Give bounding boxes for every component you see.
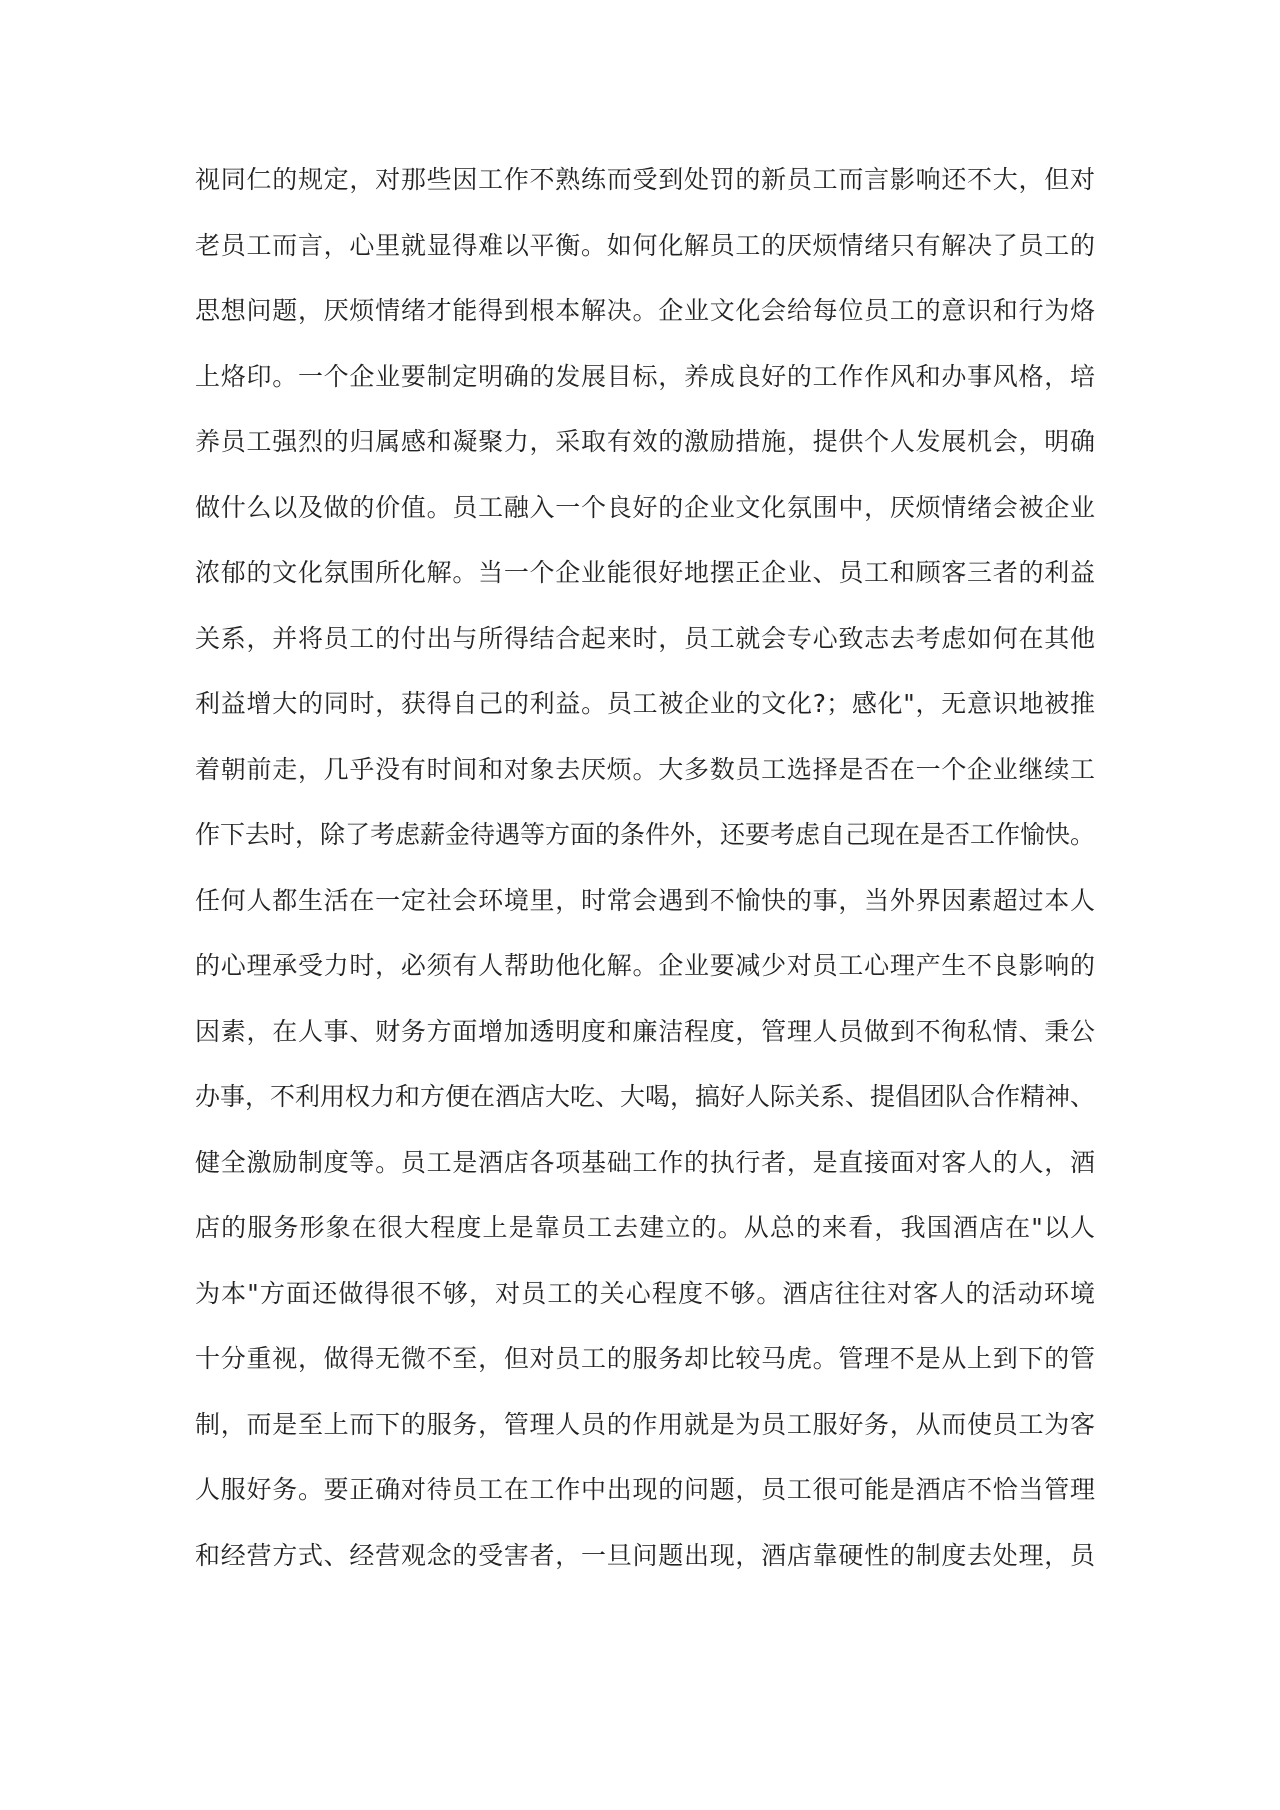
text-line: 老员工而言，心里就显得难以平衡。如何化解员工的厌烦情绪只有解决了员工的	[195, 230, 1095, 260]
text-line: 办事，不利用权力和方便在酒店大吃、大喝，搞好人际关系、提倡团队合作精神、	[195, 1082, 1096, 1111]
text-line: 养员工强烈的归属感和凝聚力，采取有效的激励措施，提供个人发展机会，明确	[195, 427, 1095, 456]
text-line: 作下去时，除了考虑薪金待遇等方面的条件外，还要考虑自己现在是否工作愉快。	[195, 820, 1096, 849]
text-line: 利益增大的同时，获得自己的利益。员工被企业的文化?；感化"，无意识地被推	[195, 689, 1095, 718]
text-line: 着朝前走，几乎没有时间和对象去厌烦。大多数员工选择是否在一个企业继续工	[195, 754, 1095, 784]
text-line: 店的服务形象在很大程度上是靠员工去建立的。从总的来看，我国酒店在"以人	[195, 1213, 1095, 1242]
text-line: 人服好务。要正确对待员工在工作中出现的问题，员工很可能是酒店不恰当管理	[195, 1475, 1095, 1504]
text-line: 健全激励制度等。员工是酒店各项基础工作的执行者，是直接面对客人的人，酒	[195, 1147, 1095, 1177]
text-line: 制，而是至上而下的服务，管理人员的作用就是为员工服好务，从而使员工为客	[195, 1409, 1095, 1439]
text-line: 任何人都生活在一定社会环境里，时常会遇到不愉快的事，当外界因素超过本人	[195, 885, 1095, 915]
text-line: 和经营方式、经营观念的受害者，一旦问题出现，酒店靠硬性的制度去处理，员	[195, 1540, 1095, 1570]
text-line: 视同仁的规定，对那些因工作不熟练而受到处罚的新员工而言影响还不大，但对	[195, 165, 1095, 194]
body-text	[195, 147, 1095, 1588]
text-line: 做什么以及做的价值。员工融入一个良好的企业文化氛围中，厌烦情绪会被企业	[195, 492, 1095, 522]
text-line: 为本"方面还做得很不够，对员工的关心程度不够。酒店往往对客人的活动环境	[195, 1278, 1095, 1308]
text-line: 浓郁的文化氛围所化解。当一个企业能很好地摆正企业、员工和顾客三者的利益	[195, 558, 1095, 587]
text-line: 十分重视，做得无微不至，但对员工的服务却比较马虎。管理不是从上到下的管	[195, 1344, 1095, 1373]
text-line: 的心理承受力时，必须有人帮助他化解。企业要减少对员工心理产生不良影响的	[195, 951, 1095, 980]
text-line: 因素，在人事、财务方面增加透明度和廉洁程度，管理人员做到不徇私情、秉公	[195, 1016, 1095, 1046]
text-line: 关系，并将员工的付出与所得结合起来时，员工就会专心致志去考虑如何在其他	[195, 623, 1095, 653]
text-line: 上烙印。一个企业要制定明确的发展目标，养成良好的工作作风和办事风格，培	[195, 361, 1095, 391]
text-line: 思想问题，厌烦情绪才能得到根本解决。企业文化会给每位员工的意识和行为烙	[195, 296, 1095, 325]
